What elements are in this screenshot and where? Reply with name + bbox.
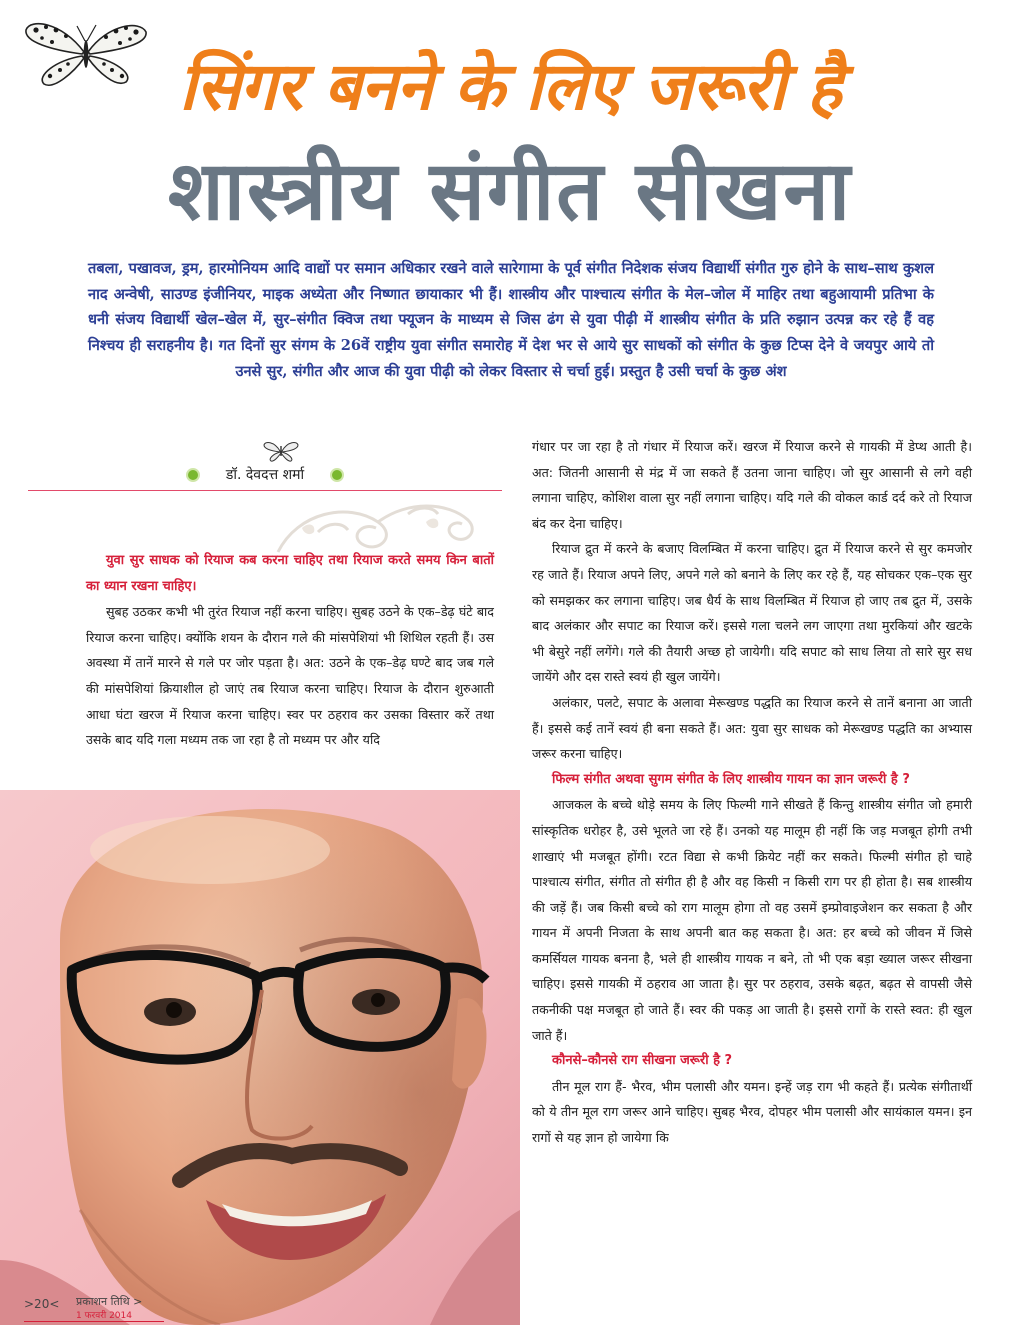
byline-rule <box>28 490 502 491</box>
page-number: >20< <box>24 1297 60 1311</box>
question-heading: युवा सुर साधक को रियाज कब करना चाहिए तथा रियाज करते समय किन बातों का ध्यान रखना चाहिए। <box>86 553 494 594</box>
answer-paragraph: आजकल के बच्चे थोड़े समय के लिए फिल्मी गाने सीखते हैं किन्तु शास्त्रीय संगीत जो हमारी सांस्कृतिक धरोहर है, उसे भूलते जा रहे हैं। उनको यह मालूम ही नहीं कि जड़ मजबूत होगी तभी शाखाएं भी मजबूत होंगी। रटत विद्या से कभी क्रियेट नहीं कर सकते। फिल्मी संगीत हो चाहे पाश्चात्य संगीत, संगीत तो संगीत ही है और वह किसी न किसी राग पर ही होता है। सब शास्त्रीय की जड़ें हैं। जब किसी बच्चे को राग मालूम होगा तो वह उसमें इम्प्रोवाइजेशन कर सकता है और गायन में अपनी निजता के साथ अपनी बात कह सकता है। अत: हर बच्चे को जीवन में जिसे कमर्सियल गायक बनना है, भले ही शास्त्रीय गायक न बने, तो भी एक बड़ा ख्याल जरूर सीखना चाहिए। इससे गायकी में ठहराव आ जाता है। सुर पर ठहराव, उसके बढ़त, बढ़त से वापसी जैसे तकनीकी पक्ष मजबूत हो जाते हैं। स्वर की पकड़ आ जाती है। इससे रागों के रास्ते स्वत: ही खुल जाते हैं। <box>532 797 972 1043</box>
answer-paragraph: तीन मूल राग हैं- भैरव, भीम पलासी और यमन। इन्हें जड़ राग भी कहते हैं। प्रत्येक संगीतार्थी को ये तीन मूल राग जरूर आने चाहिए। सुबह भैरव, दोपहर भीम पलासी और सायंकाल यमन। इन रागों से यह ज्ञान हो जायेगा कि <box>532 1078 972 1146</box>
question-heading: कौनसे–कौनसे राग सीखना जरूरी है ? <box>552 1053 733 1069</box>
answer-paragraph: अलंकार, पलटे, सपाट के अलावा मेरूखण्ड पद्धति का रियाज करने से तानें बनाना आ जाती हैं। इससे कई तानें स्वयं ही बना सकते हैं। अत: युवा सुर साधक को मेरूखण्ड पद्धति का अभ्यास जरूर करना चाहिए। <box>532 694 972 762</box>
continued-paragraph: गंधार पर जा रहा है तो गंधार में रियाज करें। खरज में रियाज करने से गायकी में डेप्थ आती है। अत: जितनी आसानी से मंद्र में जा सकते हैं उतना जाना चाहिए। जो सुर आसानी से लगे वही लगाना चाहिए, कोशिश वाला सुर नहीं लगाना चाहिए। यदि गले की वोकल कार्ड दर्द करे तो रियाज बंद कर देना चाहिए। <box>532 439 972 531</box>
green-dot-icon <box>330 468 344 482</box>
column-left <box>86 548 494 753</box>
headline-line-2: शास्त्रीय संगीत सीखना <box>167 144 853 239</box>
question-heading: फिल्म संगीत अथवा सुगम संगीत के लिए शास्त्रीय गायन का ज्ञान जरूरी है ? <box>552 771 910 787</box>
column-right <box>532 434 972 1151</box>
footer-rule <box>24 1321 164 1322</box>
answer-paragraph: रियाज द्रुत में करने के बजाए विलम्बित में करना चाहिए। द्रुत में रियाज करने से सुर कमजोर रह जाते हैं। रियाज अपने लिए, अपने गले को बनाने के लिए कर रहे हैं, यह सोचकर एक–एक सुर को समझकर कर लगाना चाहिए। जब धैर्य के साथ विलम्बित में रियाज हो जाए तब द्रुत में, उसके बाद अलंकार और सपाट का रियाज करें। इससे गला चलने लग जाएगा तथा मुरकियां और खटके भी बेसुरे नहीं लगेंगे। गले की तैयारी अच्छ हो जायेगी। यदि सपाट को साध लिया तो सारे सुर सध जायेंगे और दस रास्ते स्वयं ही खुल जायेंगे। <box>532 541 972 685</box>
intro-paragraph: तबला, पखावज, ड्रम, हारमोनियम आदि वाद्यों पर समान अधिकार रखने वाले सारेगामा के पूर्व संगीत निदेशक संजय विद्यार्थी संगीत गुरु होने के साथ–साथ कुशल नाद अन्वेषी, साउण्ड इंजीनियर, माइक अध्येता और निष्णात छायाकार भी हैं। शास्त्रीय और पाश्चात्य संगीत के मेल–जोल में माहिर तथा बहुआयामी प्रतिभा के धनी संजय विद्यार्थी खेल–खेल में, सुर–संगीत क्विज तथा फ्यूजन के माध्यम से जिस ढंग से युवा पीढ़ी में शास्त्रीय संगीत के प्रति रुझान उत्पन्न कर रहे हैं वह निश्चय ही सराहनीय है। गत दिनों सुर संगम के 26वें राष्ट्रीय युवा संगीत समारोह में देश भर से आये सुर साधकों को संगीत के कुछ टिप्स देने वे जयपुर आये तो उनसे सुर, संगीत और आज की युवा पीढ़ी को लेकर विस्तार से चर्चा हुई। प्रस्तुत है उसी चर्चा के कुछ अंश <box>88 260 934 380</box>
author-byline <box>28 464 502 486</box>
answer-paragraph: सुबह उठकर कभी भी तुरंत रियाज नहीं करना चाहिए। सुबह उठने के एक–डेढ़ घंटे बाद रियाज करना चाहिए। क्योंकि शयन के दौरान गले की मांसपेशियां भी शिथिल रहती हैं। उस अवस्था में तानें मारने से गले पर जोर पड़ता है। अत: उठने के एक–डेढ़ घण्टे बाद जब गले की मांसपेशियां क्रियाशील हो जाएं तब रियाज करना चाहिए। रियाज के दौरान शुरुआती आधा घंटा खरज में रियाज करना चाहिए। स्वर पर ठहराव कर उसका विस्तार करें तथा उसके बाद यदि गला मध्यम तक जा रहा है तो मध्यम पर और यदि <box>86 604 494 748</box>
publication-date: 1 फरवरी 2014 <box>76 1311 132 1321</box>
butterfly-icon <box>22 16 152 88</box>
small-butterfly-icon <box>262 440 300 462</box>
portrait-photo <box>0 790 520 1325</box>
headline-line-1: सिंगर बनने के लिए जरूरी है <box>178 48 842 125</box>
green-dot-icon <box>186 468 200 482</box>
publication-label: प्रकाशन तिथि > <box>76 1295 143 1308</box>
author-name: डॉ. देवदत्त शर्मा <box>225 467 305 483</box>
